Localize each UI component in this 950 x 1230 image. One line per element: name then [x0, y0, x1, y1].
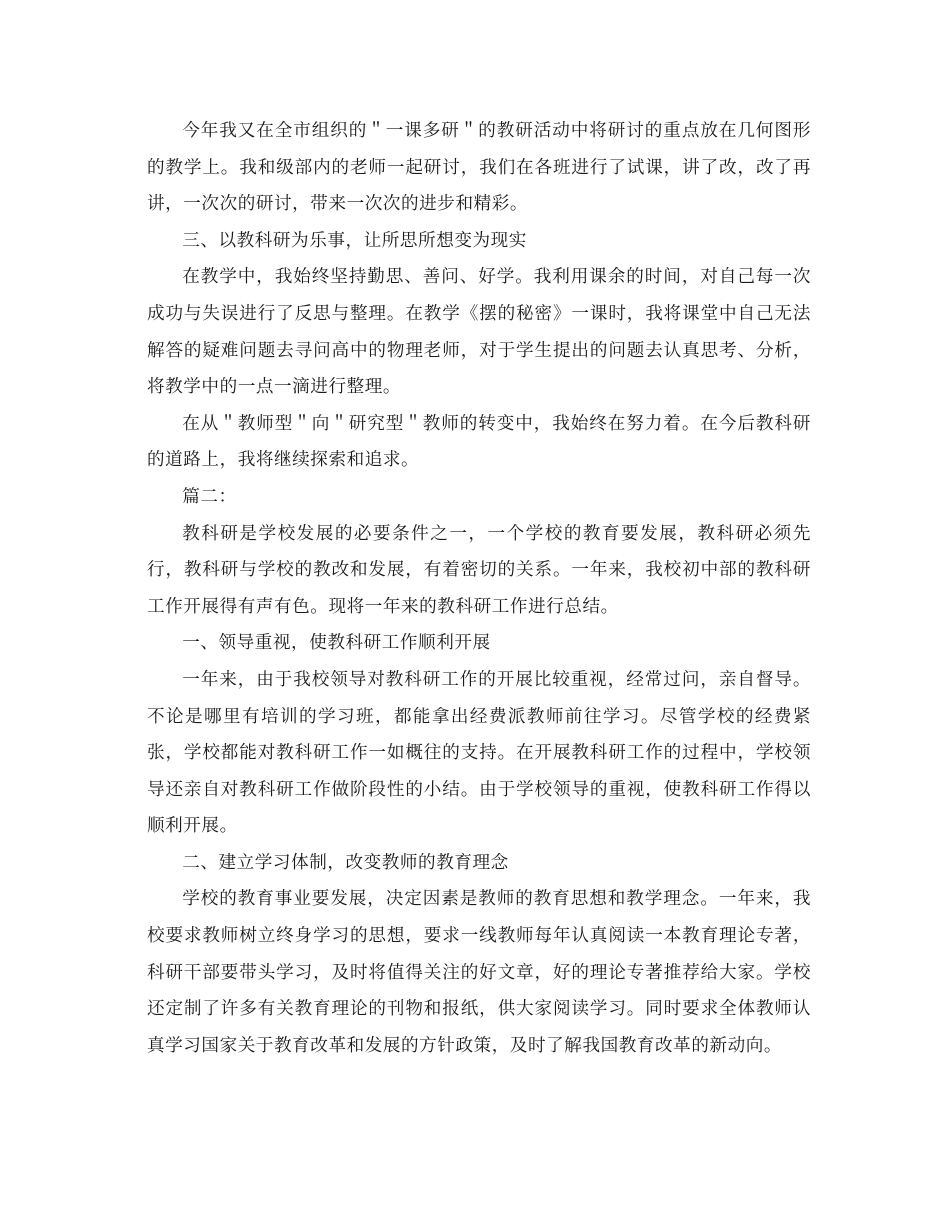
- section-heading-1: 一、领导重视，使教科研工作顺利开展: [182, 633, 491, 654]
- paragraph-6: 学校的教育事业要发展，决定因素是教师的教育思想和教学理念。一年来，我校要求教师树立终身学习的思想，要求一线教师每年认真阅读一本教育理论专著，科研干部要带头学习，及时将值得关注的好文章，好的理论专著推荐给大家。学校还定制了许多有关教育理论的刊物和报纸，供大家阅读学习。同时要求全体教师认真学习国家关于教育改革和发展的方针政策，及时了解我国教育改革的新动向。: [147, 889, 811, 1056]
- paragraph-1: 今年我又在全市组织的＂一课多研＂的教研活动中将研讨的重点放在几何图形的教学上。我和级部内的老师一起研讨，我们在各班进行了试课，讲了改，改了再讲，一次次的研讨，带来一次次的进步和精彩。: [147, 121, 811, 215]
- section-heading-2: 二、建立学习体制，改变教师的教育理念: [182, 852, 509, 873]
- document-body: [147, 113, 811, 1064]
- paragraph-2: 在教学中，我始终坚持勤思、善问、好学。我利用课余的时间，对自己每一次成功与失误进行了反思与整理。在教学《摆的秘密》一课时，我将课堂中自己无法解答的疑难问题去寻问高中的物理老师，对于学生提出的问题去认真思考、分析，将教学中的一点一滴进行整理。: [147, 267, 811, 398]
- paragraph-5: 一年来，由于我校领导对教科研工作的开展比较重视，经常过问，亲自督导。不论是哪里有培训的学习班，都能拿出经费派教师前往学习。尽管学校的经费紧张，学校都能对教科研工作一如概往的支持。在开展教科研工作的过程中，学校领导还亲自对教科研工作做阶段性的小结。由于学校领导的重视，使教科研工作得以顺利开展。: [147, 669, 811, 837]
- paragraph-3: 在从＂教师型＂向＂研究型＂教师的转变中，我始终在努力着。在今后教科研的道路上，我将继续探索和追求。: [147, 413, 811, 471]
- paragraph-4: 教科研是学校发展的必要条件之一，一个学校的教育要发展，教科研必须先行，教科研与学校的教改和发展，有着密切的关系。一年来，我校初中部的教科研工作开展得有声有色。现将一年来的教科研工作进行总结。: [147, 523, 811, 617]
- section-heading-3: 三、以教科研为乐事，让所思所想变为现实: [182, 230, 527, 251]
- part-two-heading: 篇二：: [182, 486, 237, 507]
